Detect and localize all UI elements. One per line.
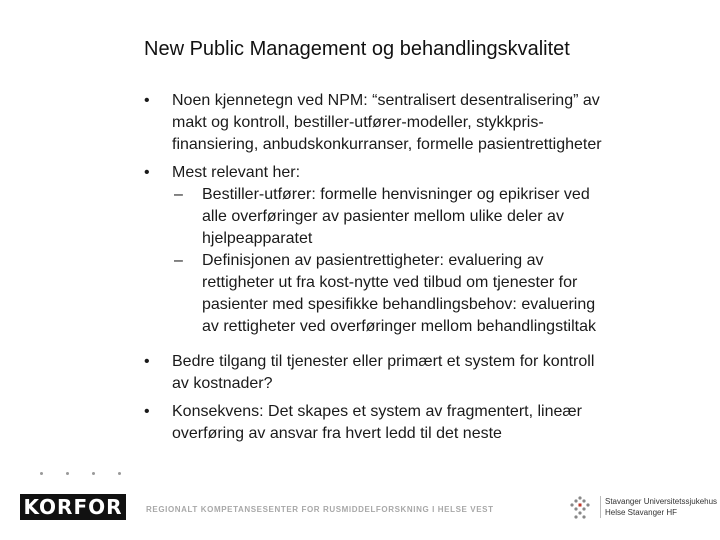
- sub-bullet-marker: –: [174, 186, 183, 203]
- bullet-marker: •: [144, 92, 150, 109]
- hospital-names: [600, 496, 717, 518]
- hospital-org: Helse Stavanger HF: [605, 508, 678, 517]
- korfor-logo: KORFOR: [20, 494, 126, 520]
- sub-bullet-line: alle overføringer av pasienter mellom ulike deler av: [202, 208, 564, 225]
- bullet-line: av kostnader?: [172, 375, 273, 392]
- regional-center-name: REGIONALT KOMPETANSESENTER FOR RUSMIDDELFORSKNING I HELSE VEST: [146, 505, 494, 514]
- sub-bullet-item: [144, 184, 664, 250]
- bullet-line: Mest relevant her:: [172, 164, 301, 181]
- sub-bullet-item: [144, 250, 664, 338]
- slide-footer: [0, 470, 720, 540]
- sub-bullet-line: hjelpeapparatet: [202, 230, 313, 247]
- hospital-logo: [566, 494, 716, 522]
- sub-bullet-line: Definisjonen av pasientrettigheter: evaluering av: [202, 252, 544, 269]
- hospital-name: Stavanger Universitetssjukehus: [605, 497, 718, 506]
- hospital-mark-icon: [566, 494, 594, 522]
- bullet-marker: •: [144, 164, 150, 181]
- sub-bullet-marker: –: [174, 252, 183, 269]
- sub-bullet-line: pasienter med spesifikke behandlingsbehov: evaluering: [202, 296, 596, 313]
- bullet-item: [144, 162, 664, 184]
- sub-bullet-line: Bestiller-utfører: formelle henvisninger og epikriser ved: [202, 186, 590, 203]
- bullet-line: finansiering, anbudskonkurranser, formelle pasientrettigheter: [172, 136, 602, 153]
- bullet-marker: •: [144, 353, 150, 370]
- bullet-item: [144, 351, 664, 395]
- slide-content: [144, 90, 664, 445]
- bullet-line: overføring av ansvar fra hvert ledd til det neste: [172, 425, 502, 442]
- bullet-item: [144, 401, 664, 445]
- bullet-marker: •: [144, 403, 150, 420]
- sub-bullet-line: av rettigheter ved overføringer mellom behandlingstiltak: [202, 318, 596, 335]
- bullet-item: [144, 90, 664, 156]
- sub-bullet-line: rettigheter ut fra kost-nytte ved tilbud om tjenester for: [202, 274, 578, 291]
- slide-title: New Public Management og behandlingskvalitet: [144, 38, 570, 60]
- bullet-line: Bedre tilgang til tjenester eller primært et system for kontroll: [172, 353, 595, 370]
- bullet-line: makt og kontroll, bestiller-utfører-modeller, stykkpris-: [172, 114, 544, 131]
- bullet-line: Konsekvens: Det skapes et system av fragmentert, lineær: [172, 403, 582, 420]
- bullet-line: Noen kjennetegn ved NPM: “sentralisert desentralisering” av: [172, 92, 600, 109]
